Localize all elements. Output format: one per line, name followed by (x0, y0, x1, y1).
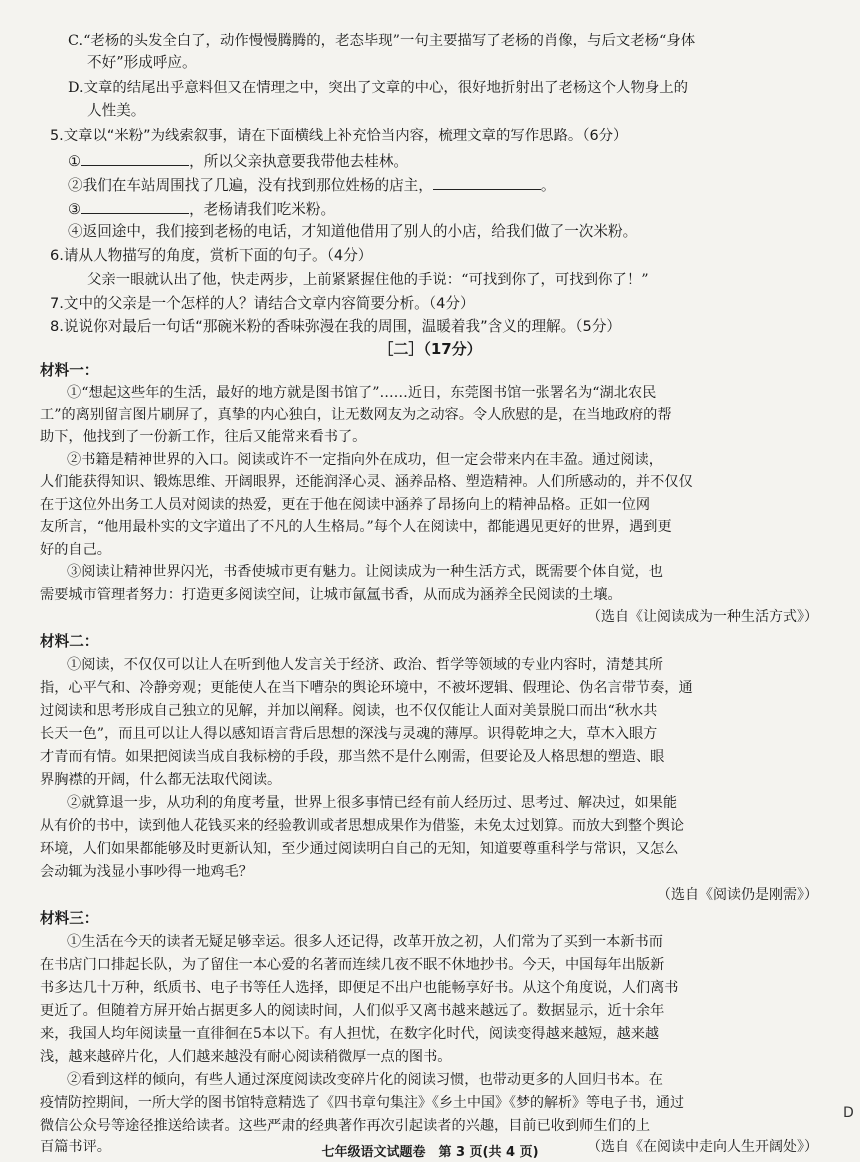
m1-line: ②书籍是精神世界的入口。阅读或许不一定指向外在成功，但一定会带来内在丰盈。通过阅读， (67, 452, 663, 468)
m3-line: 微信公众号等途径推送给读者。这些严肃的经典著作再次引起读者的兴趣，目前已收到师生们的上 (40, 1118, 651, 1134)
m3-line: ②看到这样的倾向，有些人通过深度阅读改变碎片化的阅读习惯，也带动更多的人回归书本。在 (67, 1072, 663, 1088)
m2-line: ①阅读，不仅仅可以让人在听到他人发言关于经济、政治、哲学等领域的专业内容时，清楚其所 (67, 657, 663, 673)
m2-line: 从有价的书中，读到他人花钱买来的经验教训或者思想成果作为借鉴，未免太过划算。而放大到整个舆论 (40, 818, 684, 834)
question-7-stem: 7.文中的父亲是一个怎样的人？请结合文章内容简要分析。（4分） (50, 295, 475, 312)
m2-line: 环境，人们如果都能够及时更新认知，至少通过阅读明白自己的无知，知道要尊重科学与常识，又怎么 (40, 841, 679, 857)
material-3-source: （选自《在阅读中走向人生开阔处》） (587, 1139, 818, 1155)
material-1-label: 材料一： (40, 362, 99, 379)
q5-step-3-text: ，老杨请我们吃米粉。 (189, 201, 336, 218)
corner-mark: D (843, 1105, 854, 1121)
material-2-source: （选自《阅读仍是刚需》） (657, 887, 818, 903)
m1-line: 在于这位外出务工人员对阅读的热爱，更在于他在阅读中涵养了昂扬向上的精神品格。正如一位网 (40, 497, 651, 513)
m2-line: 会动辄为浅显小事吵得一地鸡毛？ (40, 864, 253, 880)
material-2-label: 材料二： (40, 633, 99, 650)
q5-step-3 (68, 199, 335, 219)
m1-line: 需要城市管理者努力：打造更多阅读空间，让城市氤氲书香，从而成为涵养全民阅读的土壤。 (40, 587, 622, 603)
option-c-line2: 不好”形成呼应。 (87, 54, 197, 71)
m1-line: 好的自己。 (40, 542, 111, 558)
q5-step-2 (68, 175, 555, 195)
option-d-line1: D.文章的结尾出乎意料但又在情理之中，突出了文章的中心，很好地折射出了老杨这个人物身上的 (68, 80, 689, 96)
m2-line: 界胸襟的开阔，什么都无法取代阅读。 (40, 772, 282, 788)
m1-line: 人们能获得知识、锻炼思维、开阔眼界，还能润泽心灵、涵养品格、塑造精神。人们所感动的，并不仅仅 (40, 474, 693, 490)
q5-step-1-text: ，所以父亲执意要我带他去桂林。 (189, 153, 409, 170)
m2-line: 指，心平气和、冷静旁观；更能使人在当下嘈杂的舆论环境中，不被坏逻辑、假理论、伪名言带节奏，通 (40, 680, 693, 696)
m3-line: 来，我国人均年阅读量一直徘徊在5本以下。有人担忧，在数字化时代，阅读变得越来越短，越来越 (40, 1026, 660, 1042)
q5-blank-3[interactable] (81, 199, 189, 214)
m3-line: 在书店门口排起长队，为了留住一本心爱的名著而连续几夜不眠不休地抄书。今天，中国每年出版新 (40, 957, 665, 973)
section-2-heading: ［二］（17分） (378, 340, 482, 358)
q5-step-1 (68, 151, 408, 171)
m2-line: ②就算退一步，从功利的角度考量，世界上很多事情已经有前人经历过、思考过、解决过，如果能 (67, 795, 678, 811)
m1-line: 友所言，“他用最朴实的文字道出了不凡的人生格局。”每个人在阅读中，都能遇见更好的世界，遇到更 (40, 519, 672, 535)
material-1-source: （选自《让阅读成为一种生活方式》） (587, 609, 818, 625)
m1-line: ①“想起这些年的生活，最好的地方就是图书馆了”……近日，东莞图书馆一张署名为“湖北农民 (67, 385, 657, 401)
m2-line: 过阅读和思考形成自己独立的见解，并加以阐释。阅读，也不仅仅能让人面对美景脱口而出“秋水共 (40, 703, 658, 719)
question-6-quote: 父亲一眼就认出了他，快走两步，上前紧紧握住他的手说：“可找到你了，可找到你了！” (87, 272, 649, 288)
m1-line: 助下，他找到了一份新工作，往后又能常来看书了。 (40, 429, 367, 445)
m3-line: ①生活在今天的读者无疑足够幸运。很多人还记得，改革开放之初，人们常为了买到一本新书而 (67, 934, 663, 950)
page-footer: 七年级语文试题卷 第 3 页(共 4 页) (321, 1145, 539, 1160)
q5-blank-2[interactable] (433, 175, 541, 190)
m3-line: 更近了。但随着方屏开始占据更多人的阅读时间，人们似乎又离书越来越远了。数据显示，近十余年 (40, 1003, 665, 1019)
q5-blank-1[interactable] (81, 151, 189, 166)
question-6-stem: 6.请从人物描写的角度，赏析下面的句子。（4分） (50, 247, 373, 264)
question-8-stem: 8.说说你对最后一句话“那碗米粉的香味弥漫在我的周围，温暖着我”含义的理解。（5分） (50, 318, 622, 335)
question-5-stem: 5.文章以“米粉”为线索叙事，请在下面横线上补充恰当内容，梳理文章的写作思路。（6分） (50, 128, 628, 144)
m3-line: 书多达几十万种，纸质书、电子书等任人选择，即便足不出户也能畅享好书。从这个角度说，人们离书 (40, 980, 679, 996)
m2-line: 才青而有情。如果把阅读当成自我标榜的手段，那当然不是什么刚需，但要论及人格思想的塑造、眼 (40, 749, 665, 765)
option-c-line1: C.“老杨的头发全白了，动作慢慢腾腾的，老态毕现”一句主要描写了老杨的肖像，与后文老杨“身体 (68, 33, 696, 49)
m1-line: ③阅读让精神世界闪光，书香使城市更有魅力。让阅读成为一种生活方式，既需要个体自觉，也 (67, 564, 663, 580)
m3-line: 疫情防控期间，一所大学的图书馆特意精选了《四书章句集注》《乡土中国》《梦的解析》等电子书，通过 (40, 1095, 684, 1111)
m2-line: 长天一色”，而且可以让人得以感知语言背后思想的深浅与灵魂的薄厚。识得乾坤之大，草木入眼方 (40, 726, 658, 742)
option-d-line2: 人性美。 (87, 102, 146, 119)
material-3-label: 材料三： (40, 910, 99, 927)
q5-step-2-text: ②我们在车站周围找了几遍，没有找到那位姓杨的店主， (68, 177, 433, 194)
q5-step-3-num: ③ (68, 201, 82, 218)
m3-line: 浅，越来越碎片化，人们越来越没有耐心阅读稍微厚一点的图书。 (40, 1049, 452, 1065)
q5-step-2-end: 。 (540, 177, 556, 194)
q5-step-4: ④返回途中，我们接到老杨的电话，才知道他借用了别人的小店，给我们做了一次米粉。 (68, 223, 638, 240)
m1-line: 工”的离别留言图片刷屏了，真挚的内心独白，让无数网友为之动容。令人欣慰的是，在当地政府的帮 (40, 407, 672, 423)
m3-line: 百篇书评。 (40, 1139, 111, 1155)
q5-step-1-num: ① (68, 153, 82, 170)
